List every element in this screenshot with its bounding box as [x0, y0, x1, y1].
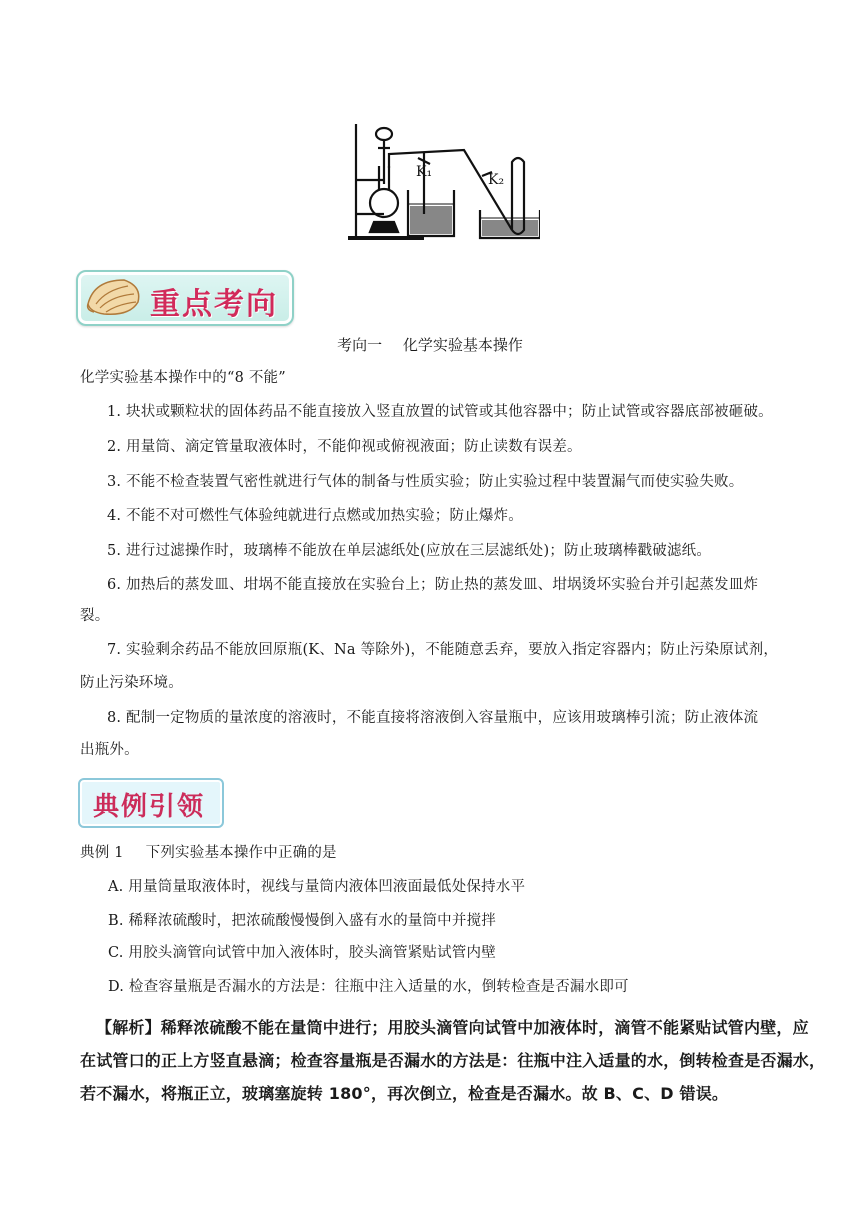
label-k1: K₁: [416, 164, 433, 180]
banner-example-title: 典例引领: [93, 792, 206, 822]
rule-7: 7. 实验剩余药品不能放回原瓶(K、Na 等除外)，不能随意丢弃，要放入指定容器内；防止污染原试剂，: [107, 642, 779, 658]
key-directions-banner: [76, 270, 294, 326]
section-title: [0, 334, 860, 355]
section-number: 考向一: [337, 336, 383, 354]
rule-4: 4. 不能不对可燃性气体验纯就进行点燃或加热实验；防止爆炸。: [107, 508, 523, 524]
section-heading: 化学实验基本操作: [402, 336, 523, 354]
rule-2: 2. 用量筒、滴定管量取液体时，不能仰视或俯视液面；防止读数有误差。: [107, 439, 582, 455]
label-k2: K₂: [488, 172, 505, 188]
rule-8: 8. 配制一定物质的量浓度的溶液时，不能直接将溶液倒入容量瓶中，应该用玻璃棒引流；防止液体流: [107, 710, 759, 726]
option-c: C. 用胶头滴管向试管中加入液体时，胶头滴管紧贴试管内壁: [108, 945, 496, 961]
rule-6-cont: 裂。: [80, 608, 110, 624]
rule-6: 6. 加热后的蒸发皿、坩埚不能直接放在实验台上；防止热的蒸发皿、坩埚烫坏实验台并引起蒸发皿炸: [107, 577, 759, 593]
analysis-line-3: 若不漏水，将瓶正立，玻璃塞旋转 180°，再次倒立，检查是否漏水。故 B、C、D 错误。: [80, 1084, 729, 1103]
rule-3: 3. 不能不检查装置气密性就进行气体的制备与性质实验；防止实验过程中装置漏气而使实验失败。: [107, 474, 744, 490]
analysis-line-1: 【解析】稀释浓硫酸不能在量筒中进行；用胶头滴管向试管中加液体时，滴管不能紧贴试管内壁，应: [96, 1018, 809, 1037]
option-a: A. 用量筒量取液体时，视线与量筒内液体凹液面最低处保持水平: [108, 879, 526, 895]
example-question-text: 下列实验基本操作中正确的是: [145, 845, 337, 861]
seashell-icon: [84, 274, 144, 320]
rule-5: 5. 进行过滤操作时，玻璃棒不能放在单层滤纸处(应放在三层滤纸处)；防止玻璃棒戳破滤纸。: [107, 543, 712, 559]
rule-1: 1. 块状或颗粒状的固体药品不能直接放入竖直放置的试管或其他容器中；防止试管或容器底部被砸破。: [107, 404, 773, 420]
option-b: B. 稀释浓硫酸时，把浓硫酸慢慢倒入盛有水的量筒中并搅拌: [108, 913, 496, 929]
example-banner: [78, 778, 224, 828]
option-d: D. 检查容量瓶是否漏水的方法是：往瓶中注入适量的水，倒转检查是否漏水即可: [108, 979, 629, 995]
apparatus-figure: [344, 118, 540, 244]
banner-key-title: 重点考向: [150, 287, 278, 322]
example-label: 典例 1: [80, 845, 124, 861]
intro-text: 化学实验基本操作中的“8 不能”: [80, 370, 286, 386]
rule-7-cont: 防止污染环境。: [80, 675, 183, 691]
analysis-line-2: 在试管口的正上方竖直悬滴；检查容量瓶是否漏水的方法是：往瓶中注入适量的水，倒转检查是否漏水，: [80, 1051, 826, 1070]
rule-8-cont: 出瓶外。: [80, 742, 139, 758]
example-question: [80, 843, 337, 863]
